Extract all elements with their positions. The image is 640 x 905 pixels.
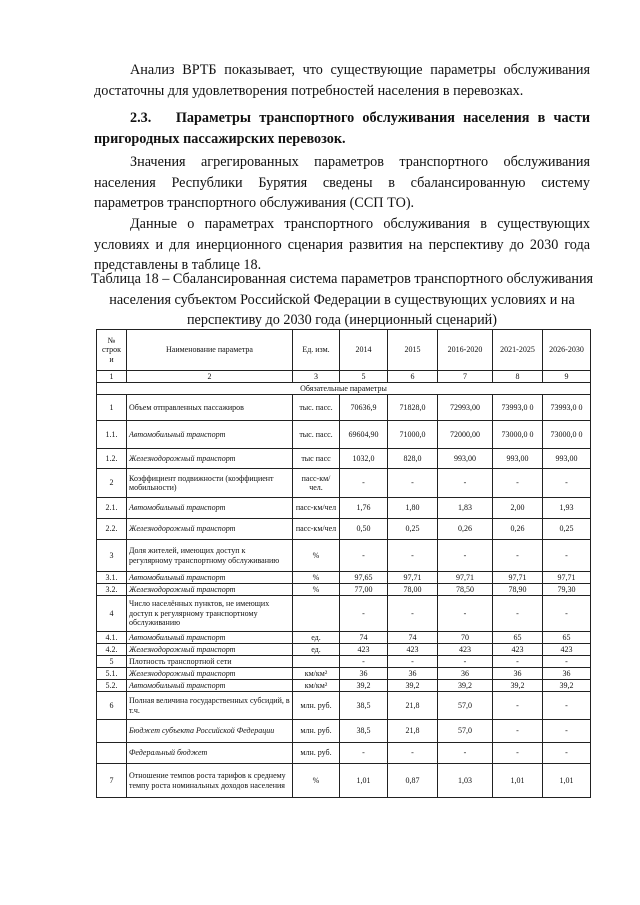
value-cell: 423 <box>340 644 388 656</box>
value-cell: - <box>543 540 591 572</box>
value-cell: 828,0 <box>388 449 438 469</box>
unit-cell: % <box>293 572 340 584</box>
value-cell: - <box>543 720 591 743</box>
table-section-row <box>97 383 591 395</box>
paragraph-table-intro: Данные о параметрах транспортного обслуживания в существующих условиях и для инерционного сценария развития на перспективу до 2030 года представлены в таблице 18. <box>94 216 590 273</box>
row-number-cell: 7 <box>97 764 127 798</box>
unit-cell: ед. <box>293 644 340 656</box>
table-row <box>97 644 591 656</box>
value-cell: 423 <box>438 644 493 656</box>
unit-cell <box>293 596 340 632</box>
value-cell: - <box>388 656 438 668</box>
value-cell: - <box>388 469 438 498</box>
table-row <box>97 584 591 596</box>
value-cell: 1,76 <box>340 498 388 519</box>
value-cell: 73000,0 0 <box>493 421 543 449</box>
value-cell: 97,71 <box>543 572 591 584</box>
value-cell: - <box>438 743 493 764</box>
parameter-name-cell: Железнодорожный транспорт <box>127 644 293 656</box>
table-row <box>97 421 591 449</box>
value-cell: 70636,9 <box>340 395 388 421</box>
parameter-name-cell: Автомобильный транспорт <box>127 632 293 644</box>
paragraph-analysis: Анализ ВРТБ показывает, что существующие параметры обслуживания достаточны для удовлетворения потребностей населения в перевозках. <box>94 62 590 99</box>
table-row <box>97 743 591 764</box>
value-cell: 78,90 <box>493 584 543 596</box>
value-cell: 97,71 <box>388 572 438 584</box>
table-row <box>97 519 591 540</box>
parameter-name-cell: Железнодорожный транспорт <box>127 668 293 680</box>
value-cell: - <box>493 743 543 764</box>
table-row <box>97 656 591 668</box>
value-cell: 1,83 <box>438 498 493 519</box>
value-cell: - <box>543 656 591 668</box>
value-cell: 39,2 <box>388 680 438 692</box>
value-cell: - <box>493 692 543 720</box>
value-cell: 36 <box>493 668 543 680</box>
value-cell: - <box>493 469 543 498</box>
unit-cell: тыс пасс <box>293 449 340 469</box>
parameter-name-cell: Отношение темпов роста тарифов к среднему темпу роста номинальных доходов населения <box>127 764 293 798</box>
value-cell: 97,71 <box>438 572 493 584</box>
value-cell: 1,03 <box>438 764 493 798</box>
parameter-name-cell: Бюджет субъекта Российской Федерации <box>127 720 293 743</box>
table-row <box>97 692 591 720</box>
value-cell: 423 <box>493 644 543 656</box>
value-cell: - <box>543 596 591 632</box>
value-cell: 73993,0 0 <box>543 395 591 421</box>
parameter-name-cell: Автомобильный транспорт <box>127 498 293 519</box>
value-cell: 77,00 <box>340 584 388 596</box>
unit-cell: тыс. пасс. <box>293 395 340 421</box>
value-cell: 2,00 <box>493 498 543 519</box>
value-cell: - <box>340 540 388 572</box>
value-cell: 1,93 <box>543 498 591 519</box>
value-cell: 0,26 <box>438 519 493 540</box>
value-cell: - <box>493 656 543 668</box>
row-number-cell: 3.1. <box>97 572 127 584</box>
value-cell: - <box>340 743 388 764</box>
table-row <box>97 540 591 572</box>
row-number-cell: 1.2. <box>97 449 127 469</box>
value-cell: 423 <box>543 644 591 656</box>
value-cell: - <box>438 656 493 668</box>
parameter-name-cell: Железнодорожный транспорт <box>127 519 293 540</box>
row-number-cell: 5.1. <box>97 668 127 680</box>
value-cell: 36 <box>388 668 438 680</box>
unit-cell: пасс-км/чел <box>293 519 340 540</box>
column-number: 6 <box>388 371 438 383</box>
column-number: 8 <box>493 371 543 383</box>
value-cell: 97,65 <box>340 572 388 584</box>
unit-cell: тыс. пасс. <box>293 421 340 449</box>
value-cell: - <box>388 743 438 764</box>
value-cell: 1,01 <box>340 764 388 798</box>
value-cell: - <box>340 596 388 632</box>
parameter-name-cell: Автомобильный транспорт <box>127 680 293 692</box>
value-cell: 1,80 <box>388 498 438 519</box>
value-cell: 74 <box>340 632 388 644</box>
value-cell: - <box>543 692 591 720</box>
row-number-cell: 5.2. <box>97 680 127 692</box>
section-heading-number: 2.3. <box>130 110 152 126</box>
column-number: 9 <box>543 371 591 383</box>
table-row <box>97 449 591 469</box>
parameters-table <box>96 329 591 798</box>
parameter-name-cell: Железнодорожный транспорт <box>127 449 293 469</box>
table-row <box>97 632 591 644</box>
value-cell: 71000,0 <box>388 421 438 449</box>
value-cell: 57,0 <box>438 692 493 720</box>
unit-cell: км/км² <box>293 680 340 692</box>
header-row-number: № строк и <box>97 330 127 371</box>
column-number: 2 <box>127 371 293 383</box>
value-cell: 39,2 <box>438 680 493 692</box>
header-unit: Ед. изм. <box>293 330 340 371</box>
value-cell: 0,25 <box>543 519 591 540</box>
header-2026-2030: 2026-2030 <box>543 330 591 371</box>
section-heading-text: Параметры транспортного обслуживания населения в части пригородных пассажирских перевозок. <box>94 110 591 147</box>
value-cell: 38,5 <box>340 692 388 720</box>
unit-cell: млн. руб. <box>293 692 340 720</box>
row-number-cell: 2.2. <box>97 519 127 540</box>
value-cell: 73993,0 0 <box>493 395 543 421</box>
unit-cell: км/км² <box>293 668 340 680</box>
row-number-cell: 4.1. <box>97 632 127 644</box>
value-cell: 36 <box>543 668 591 680</box>
value-cell: 993,00 <box>493 449 543 469</box>
unit-cell <box>293 656 340 668</box>
value-cell: 79,30 <box>543 584 591 596</box>
value-cell: 21,8 <box>388 692 438 720</box>
column-number: 7 <box>438 371 493 383</box>
value-cell: - <box>543 743 591 764</box>
row-number-cell: 2 <box>97 469 127 498</box>
value-cell: 993,00 <box>543 449 591 469</box>
value-cell: 36 <box>340 668 388 680</box>
parameter-name-cell: Объем отправленных пассажиров <box>127 395 293 421</box>
value-cell: 38,5 <box>340 720 388 743</box>
header-2016-2020: 2016-2020 <box>438 330 493 371</box>
value-cell: 74 <box>388 632 438 644</box>
column-number: 3 <box>293 371 340 383</box>
unit-cell: пасс-км/чел. <box>293 469 340 498</box>
table-row <box>97 596 591 632</box>
parameter-name-cell: Плотность транспортной сети <box>127 656 293 668</box>
value-cell: 0,26 <box>493 519 543 540</box>
value-cell: 69604,90 <box>340 421 388 449</box>
header-parameter-name: Наименование параметра <box>127 330 293 371</box>
parameter-name-cell: Автомобильный транспорт <box>127 572 293 584</box>
value-cell: 57,0 <box>438 720 493 743</box>
row-number-cell: 3.2. <box>97 584 127 596</box>
table-row <box>97 764 591 798</box>
value-cell: 0,87 <box>388 764 438 798</box>
header-2015: 2015 <box>388 330 438 371</box>
value-cell: 65 <box>493 632 543 644</box>
unit-cell: пасс-км/чел <box>293 498 340 519</box>
value-cell: 993,00 <box>438 449 493 469</box>
unit-cell: % <box>293 540 340 572</box>
value-cell: 39,2 <box>493 680 543 692</box>
value-cell: - <box>388 540 438 572</box>
parameter-name-cell: Доля жителей, имеющих доступ к регулярному транспортному обслуживанию <box>127 540 293 572</box>
paragraph-aggregated-params: Значения агрегированных параметров транспортного обслуживания населения Республики Бурятия сведены в сбалансированную систему параметров транспортного обслуживания (ССП ТО). <box>94 154 590 211</box>
table-caption: Таблица 18 – Сбалансированная система параметров транспортного обслуживания населения субъектом Российской Федерации в существующих условиях и на перспективу до 2030 года (инерционный сценарий) <box>90 271 594 328</box>
value-cell: - <box>438 540 493 572</box>
table-row <box>97 572 591 584</box>
table-row <box>97 498 591 519</box>
value-cell: 97,71 <box>493 572 543 584</box>
value-cell: - <box>493 596 543 632</box>
row-number-cell <box>97 743 127 764</box>
row-number-cell: 1 <box>97 395 127 421</box>
value-cell: - <box>340 656 388 668</box>
header-2014: 2014 <box>340 330 388 371</box>
section-heading <box>94 108 590 149</box>
parameter-name-cell: Коэффициент подвижности (коэффициент мобильности) <box>127 469 293 498</box>
value-cell: 39,2 <box>543 680 591 692</box>
row-number-cell <box>97 720 127 743</box>
value-cell: - <box>493 720 543 743</box>
row-number-cell: 6 <box>97 692 127 720</box>
value-cell: 73000,0 0 <box>543 421 591 449</box>
row-number-cell: 2.1. <box>97 498 127 519</box>
column-number: 1 <box>97 371 127 383</box>
value-cell: 72993,00 <box>438 395 493 421</box>
value-cell: - <box>340 469 388 498</box>
value-cell: - <box>438 469 493 498</box>
header-2021-2025: 2021-2025 <box>493 330 543 371</box>
value-cell: - <box>388 596 438 632</box>
unit-cell: млн. руб. <box>293 743 340 764</box>
value-cell: 71828,0 <box>388 395 438 421</box>
unit-cell: млн. руб. <box>293 720 340 743</box>
value-cell: 70 <box>438 632 493 644</box>
section-mandatory-parameters: Обязательные параметры <box>97 383 591 395</box>
row-number-cell: 5 <box>97 656 127 668</box>
value-cell: 1,01 <box>493 764 543 798</box>
value-cell: 36 <box>438 668 493 680</box>
value-cell: 0,50 <box>340 519 388 540</box>
table-header-row <box>97 330 591 371</box>
unit-cell: % <box>293 764 340 798</box>
value-cell: - <box>493 540 543 572</box>
value-cell: - <box>438 596 493 632</box>
value-cell: 423 <box>388 644 438 656</box>
table-row <box>97 720 591 743</box>
row-number-cell: 3 <box>97 540 127 572</box>
value-cell: 65 <box>543 632 591 644</box>
row-number-cell: 4 <box>97 596 127 632</box>
table-row <box>97 395 591 421</box>
row-number-cell: 4.2. <box>97 644 127 656</box>
parameter-name-cell: Число населённых пунктов, не имеющих доступ к регулярному транспортному обслуживанию <box>127 596 293 632</box>
value-cell: 78,50 <box>438 584 493 596</box>
value-cell: 21,8 <box>388 720 438 743</box>
value-cell: 72000,00 <box>438 421 493 449</box>
unit-cell: % <box>293 584 340 596</box>
parameter-name-cell: Полная величина государственных субсидий, в т.ч. <box>127 692 293 720</box>
parameter-name-cell: Федеральный бюджет <box>127 743 293 764</box>
table-row <box>97 668 591 680</box>
value-cell: 1,01 <box>543 764 591 798</box>
table-column-numbers-row <box>97 371 591 383</box>
value-cell: 1032,0 <box>340 449 388 469</box>
value-cell: 39,2 <box>340 680 388 692</box>
value-cell: 0,25 <box>388 519 438 540</box>
unit-cell: ед. <box>293 632 340 644</box>
column-number: 5 <box>340 371 388 383</box>
table-row <box>97 680 591 692</box>
parameter-name-cell: Железнодорожный транспорт <box>127 584 293 596</box>
value-cell: 78,00 <box>388 584 438 596</box>
parameter-name-cell: Автомобильный транспорт <box>127 421 293 449</box>
row-number-cell: 1.1. <box>97 421 127 449</box>
table-row <box>97 469 591 498</box>
value-cell: - <box>543 469 591 498</box>
